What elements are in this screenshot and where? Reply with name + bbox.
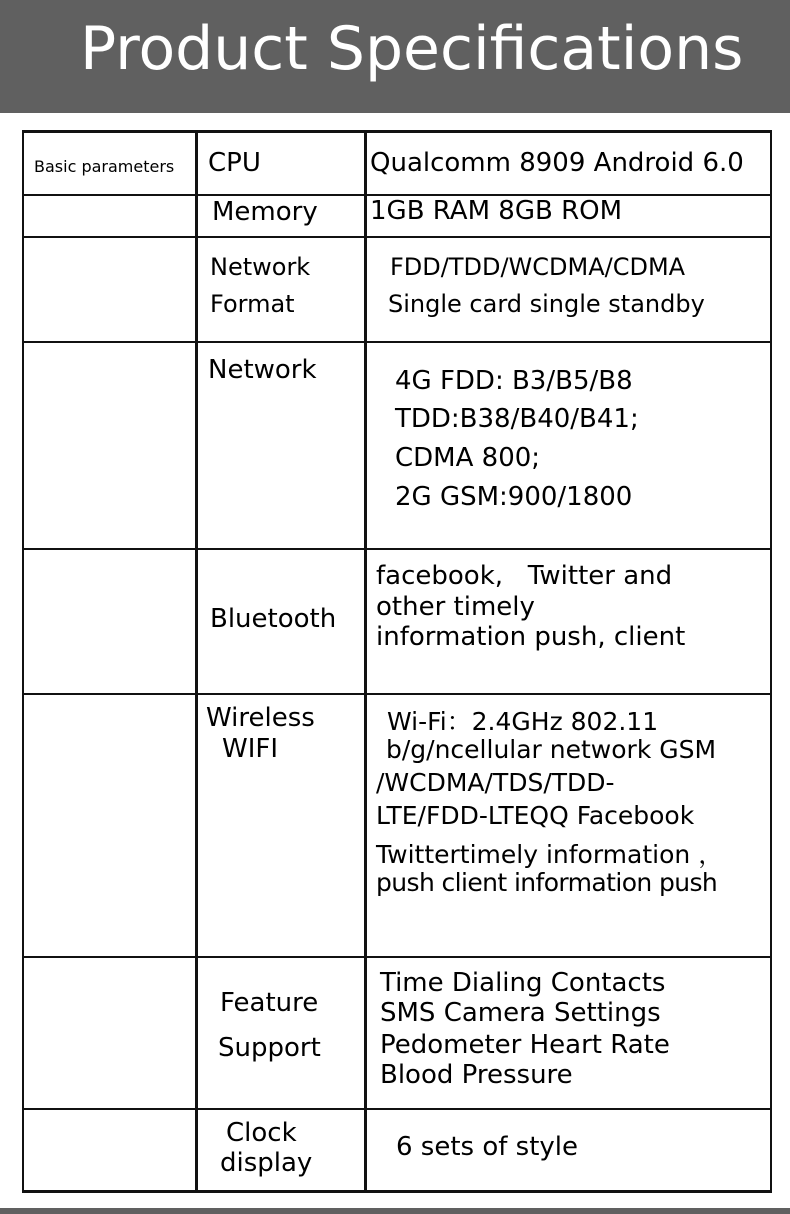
param-network: Network xyxy=(208,355,317,385)
value-network-band: CDMA 800; xyxy=(395,443,541,473)
value-network-band: 4G FDD: B3/B5/B8 xyxy=(395,366,633,396)
table-rule xyxy=(22,236,772,238)
param-network-format: Format xyxy=(210,290,295,318)
param-memory: Memory xyxy=(212,197,318,227)
table-rule xyxy=(22,130,772,133)
param-cpu: CPU xyxy=(208,148,261,178)
param-network-format: Network xyxy=(210,253,311,281)
value-wifi: Twittertimely information ， xyxy=(376,840,724,869)
value-clock: 6 sets of style xyxy=(396,1132,579,1162)
table-rule xyxy=(22,1190,772,1193)
param-wifi: WIFI xyxy=(222,734,278,764)
value-network-format: FDD/TDD/WCDMA/CDMA xyxy=(390,253,686,281)
table-rule xyxy=(22,693,772,695)
value-wifi: b/g/ncellular network GSM xyxy=(386,735,717,764)
value-memory: 1GB RAM 8GB ROM xyxy=(370,196,623,226)
value-network-band: TDD:B38/B40/B41; xyxy=(395,404,639,434)
value-wifi: LTE/FDD-LTEQQ Facebook xyxy=(376,801,695,830)
value-cpu: Qualcomm 8909 Android 6.0 xyxy=(370,148,744,178)
table-rule xyxy=(22,341,772,343)
param-display: display xyxy=(220,1148,313,1178)
table-rule xyxy=(770,130,772,1193)
section-label: Basic parameters xyxy=(34,157,175,176)
table-rule xyxy=(195,130,198,1193)
table-rule xyxy=(22,1108,772,1110)
param-clock: Clock xyxy=(226,1118,297,1148)
value-wifi: push client information push xyxy=(376,868,718,897)
table-rule xyxy=(22,548,772,550)
value-feature: Blood Pressure xyxy=(380,1060,573,1090)
value-feature: Time Dialing Contacts xyxy=(380,968,666,998)
page-title: Product Specifications xyxy=(80,14,744,84)
value-bluetooth: facebook, Twitter and xyxy=(376,561,673,591)
value-bluetooth: other timely xyxy=(376,592,535,622)
param-support: Support xyxy=(218,1033,321,1063)
param-bluetooth: Bluetooth xyxy=(210,604,337,634)
table-rule xyxy=(364,130,367,1193)
value-feature: SMS Camera Settings xyxy=(380,998,661,1028)
table-rule xyxy=(22,956,772,958)
value-network-format: Single card single standby xyxy=(388,290,705,318)
value-feature: Pedometer Heart Rate xyxy=(380,1030,670,1060)
table-rule xyxy=(22,130,24,1193)
param-feature: Feature xyxy=(220,988,319,1018)
value-wifi: Wi-Fi：2.4GHz 802.11 xyxy=(387,707,659,736)
param-wireless: Wireless xyxy=(206,703,315,733)
value-wifi: /WCDMA/TDS/TDD- xyxy=(376,768,615,797)
value-bluetooth: information push, client xyxy=(376,622,686,652)
value-network-band: 2G GSM:900/1800 xyxy=(395,482,633,512)
bottom-bar xyxy=(0,1208,790,1214)
